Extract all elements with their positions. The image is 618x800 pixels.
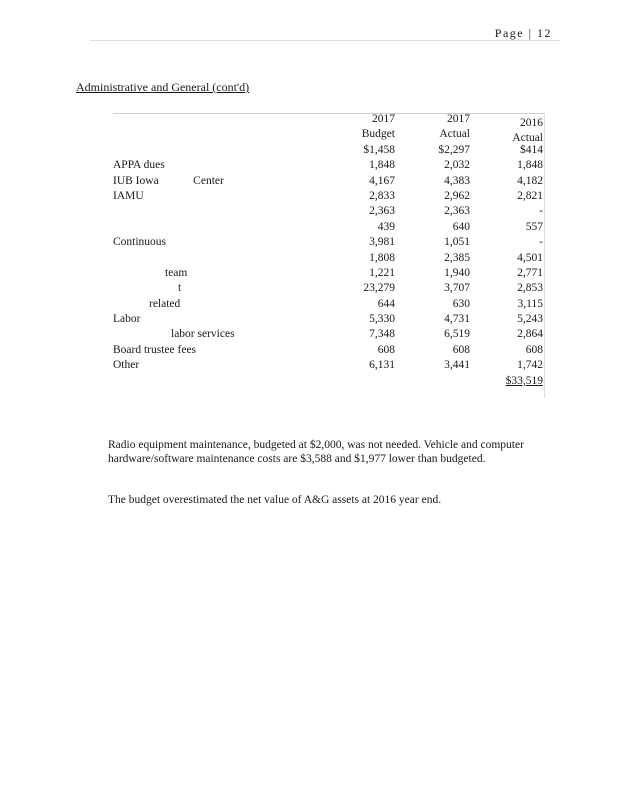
table-row xyxy=(113,282,545,297)
header-divider xyxy=(90,40,560,41)
table-row xyxy=(113,252,545,267)
cell-value: 1,742 xyxy=(517,359,543,372)
cell-value: 2,833 xyxy=(369,189,395,202)
row-label: labor services xyxy=(171,328,235,341)
cell-value: $1,458 xyxy=(363,143,395,156)
cell-value: 1,940 xyxy=(444,266,470,279)
row-label: team xyxy=(165,266,188,279)
page-number: Page | 12 xyxy=(494,26,552,40)
cell-value: 5,330 xyxy=(369,313,395,326)
cell-value: 608 xyxy=(452,343,470,356)
cell-value: 1,051 xyxy=(444,236,470,249)
cell-value: - xyxy=(539,205,543,218)
cell-value: 5,243 xyxy=(517,313,543,326)
col-header-year: 2017 xyxy=(372,113,395,125)
row-label: t xyxy=(178,282,182,295)
table-row xyxy=(113,190,545,205)
cell-value: $414 xyxy=(520,143,543,156)
cell-value: 3,441 xyxy=(444,359,470,372)
cell-value: 7,348 xyxy=(369,328,395,341)
note-paragraph: The budget overestimated the net value of A&G assets at 2016 year end. xyxy=(108,494,442,506)
cell-value: 1,808 xyxy=(369,251,395,264)
table-row xyxy=(113,359,545,374)
row-label: IAMU xyxy=(113,189,144,202)
section-title: Administrative and General (cont'd) xyxy=(76,80,250,94)
table-row xyxy=(113,175,545,190)
table-total-row xyxy=(113,375,545,390)
cell-value: 2,363 xyxy=(369,205,395,218)
col-header-year: 2016 xyxy=(520,117,543,129)
cell-value: 4,731 xyxy=(444,313,470,326)
col-header-type: Actual xyxy=(512,132,543,145)
cell-value: 1,848 xyxy=(369,159,395,172)
cell-value: 2,853 xyxy=(517,282,543,295)
table-row xyxy=(113,298,545,313)
table-row xyxy=(113,328,545,343)
table-row xyxy=(113,236,545,251)
table-row xyxy=(113,144,545,159)
row-label: Other xyxy=(113,359,140,372)
cell-value: 608 xyxy=(525,343,543,356)
cell-value: 2,864 xyxy=(517,328,543,341)
cell-value: 6,519 xyxy=(444,328,470,341)
cell-value: 4,501 xyxy=(517,251,543,264)
cell-value: 557 xyxy=(525,220,543,233)
cell-value: 630 xyxy=(452,297,470,310)
col-header-type: Actual xyxy=(439,128,470,141)
row-label: Labor xyxy=(113,313,141,326)
cell-value: 3,981 xyxy=(369,236,395,249)
table-row xyxy=(113,344,545,359)
expense-table xyxy=(113,113,545,390)
cell-value: - xyxy=(539,236,543,249)
row-label: Continuous xyxy=(113,236,167,249)
cell-value: 3,115 xyxy=(517,297,543,310)
cell-value: 2,363 xyxy=(444,205,470,218)
table-row xyxy=(113,159,545,174)
table-row xyxy=(113,205,545,220)
cell-value: 439 xyxy=(377,220,395,233)
cell-value: 2,385 xyxy=(444,251,470,264)
cell-value: 4,167 xyxy=(369,174,395,187)
cell-value: 2,771 xyxy=(517,266,543,279)
col-header-year: 2017 xyxy=(447,113,470,125)
total-2016-actual: $33,519 xyxy=(505,374,543,387)
cell-value: 6,131 xyxy=(369,359,395,372)
row-label: IUB Iowa Center xyxy=(113,174,224,187)
cell-value: 644 xyxy=(377,297,395,310)
row-label: APPA dues xyxy=(113,159,165,172)
cell-value: 4,182 xyxy=(517,174,543,187)
cell-value: 2,821 xyxy=(517,189,543,202)
cell-value: $2,297 xyxy=(438,143,470,156)
table-row xyxy=(113,313,545,328)
cell-value: 640 xyxy=(452,220,470,233)
table-header-row xyxy=(113,113,545,128)
row-label: Board trustee fees xyxy=(113,343,197,356)
cell-value: 3,707 xyxy=(444,282,470,295)
cell-value: 1,221 xyxy=(369,266,395,279)
cell-value: 4,383 xyxy=(444,174,470,187)
cell-value: 1,848 xyxy=(517,159,543,172)
table-row xyxy=(113,267,545,282)
cell-value: 608 xyxy=(377,343,395,356)
note-paragraph: Radio equipment maintenance, budgeted at $2,000, was not needed. Vehicle and computer hardware/software maintenance costs are $3,588 and $1,977 lower than budgeted. xyxy=(108,439,524,465)
col-header-type: Budget xyxy=(361,128,395,141)
cell-value: 23,279 xyxy=(363,282,395,295)
table-row xyxy=(113,221,545,236)
cell-value: 2,962 xyxy=(444,189,470,202)
table-header-row xyxy=(113,128,545,143)
cell-value: 2,032 xyxy=(444,159,470,172)
row-label: related xyxy=(149,297,181,310)
